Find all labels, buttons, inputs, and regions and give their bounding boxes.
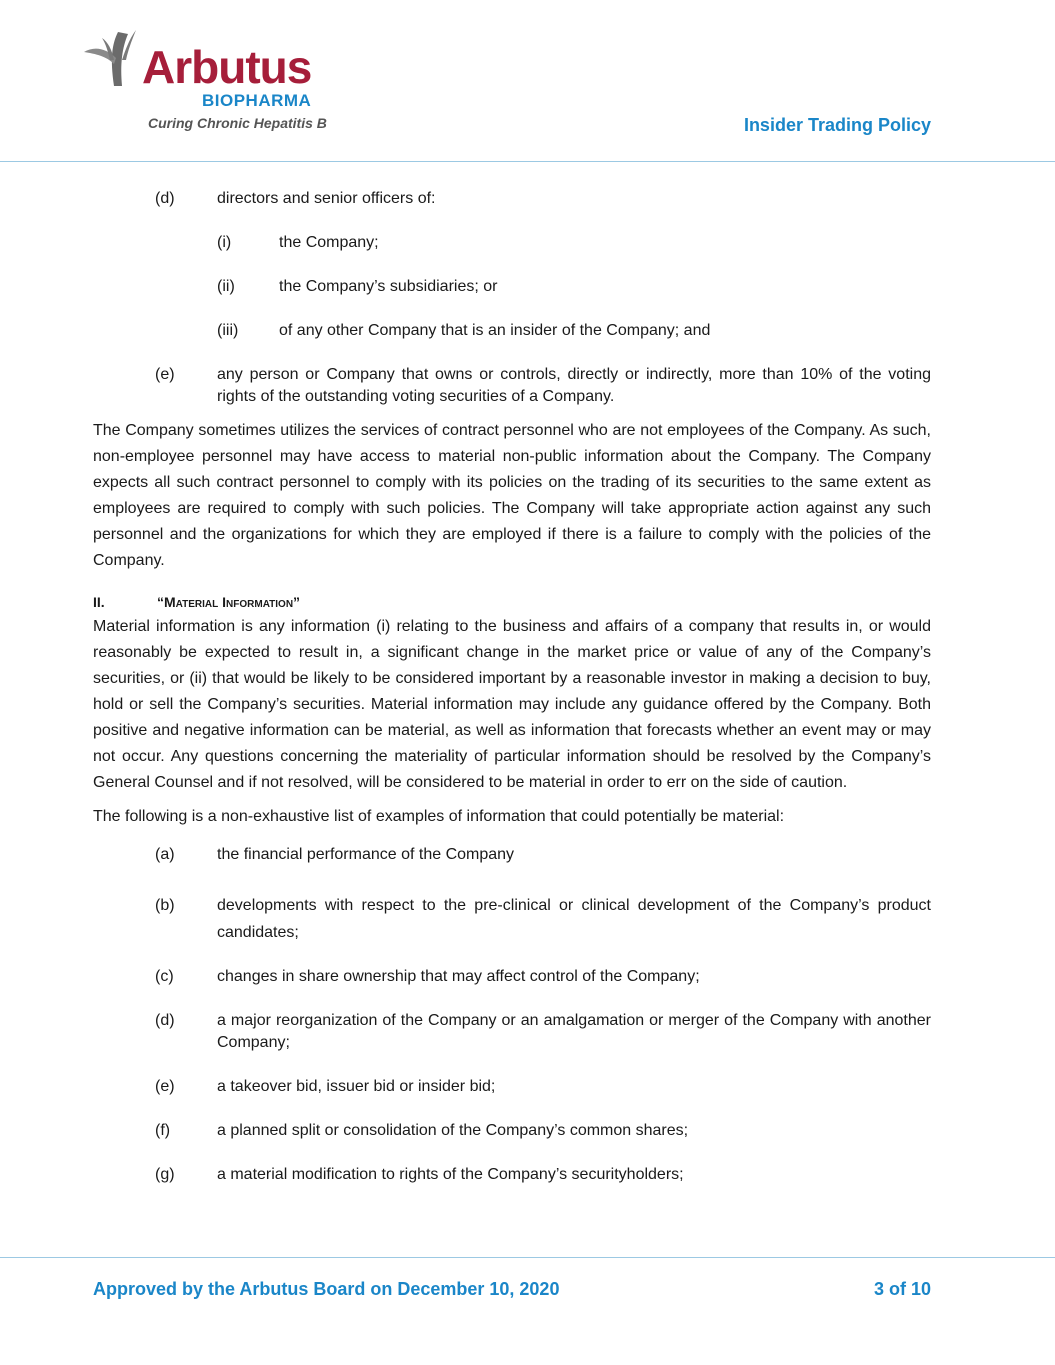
section-title: “Material Information” xyxy=(157,594,301,610)
paragraph-contract-personnel: The Company sometimes utilizes the services of contract personnel who are not employees of the Company. As such, non-employee personnel may have access to material non-public information about the Company. The Company expects all such contract personnel to comply with its policies on the trading of its securities to the same extent as employees are required to comply with such policies. The Company will take appropriate action against any such personnel and the organizations for which they are employed if there is a failure to comply with the policies of the Company. xyxy=(93,422,931,569)
footer-approval: Approved by the Arbutus Board on December 10, 2020 xyxy=(93,1279,560,1299)
list-item xyxy=(93,188,931,210)
list-item xyxy=(93,1120,931,1142)
list-text: directors and senior officers of: xyxy=(217,190,436,207)
list-text: changes in share ownership that may affect control of the Company; xyxy=(217,968,700,985)
list-item xyxy=(93,1076,931,1098)
list-item xyxy=(93,364,931,408)
list-marker: (e) xyxy=(155,1078,175,1095)
list-marker: (ii) xyxy=(217,278,235,295)
list-marker: (g) xyxy=(155,1166,175,1183)
list-marker: (d) xyxy=(155,1012,175,1029)
list-text: the Company’s subsidiaries; or xyxy=(279,278,498,295)
list-marker: (a) xyxy=(155,846,175,863)
list-marker: (e) xyxy=(155,366,175,383)
paragraph-material-information: Material information is any information (i) relating to the business and affairs of a company that results in, or would reasonably be expected to result in, a significant change in the market price or value of any of the Company’s securities, or (ii) that would be likely to be considered important by a reasonable investor in making a decision to buy, hold or sell the Company’s securities. Material information may include any guidance offered by the Company. Both positive and negative information can be material, as well as information that forecasts whether an event may or may not occur. Any questions concerning the materiality of particular information should be resolved by the Company’s General Counsel and if not resolved, will be considered to be material in order to err on the side of caution. xyxy=(93,618,931,791)
list-item xyxy=(93,966,931,988)
section-number: II. xyxy=(93,594,105,610)
list-marker: (i) xyxy=(217,234,232,251)
list-text: a material modification to rights of the Company’s securityholders; xyxy=(217,1166,684,1183)
list-item xyxy=(93,1010,931,1054)
footer-divider xyxy=(0,1257,1055,1258)
logo-brand-name: Arbutus xyxy=(142,41,312,93)
list-text: a planned split or consolidation of the Company’s common shares; xyxy=(217,1122,689,1139)
header-title: Insider Trading Policy xyxy=(743,115,931,135)
list-marker: (c) xyxy=(155,968,174,985)
list-item xyxy=(93,1164,931,1186)
tree-logo-icon xyxy=(80,24,150,94)
paragraph-list-intro: The following is a non-exhaustive list of examples of information that could potentially be material: xyxy=(93,808,785,825)
section-heading xyxy=(93,592,931,612)
header-divider xyxy=(0,161,1055,162)
page-content xyxy=(93,188,931,1186)
list-marker: (d) xyxy=(155,190,175,207)
logo-tagline: Curing Chronic Hepatitis B xyxy=(148,115,327,131)
list-marker: (b) xyxy=(155,897,175,914)
list-text: of any other Company that is an insider of the Company; and xyxy=(279,322,711,339)
list-text: the financial performance of the Company xyxy=(217,846,515,863)
list-text: a major reorganization of the Company or an amalgamation or merger of the Company with another Company; xyxy=(217,1012,931,1051)
list-item xyxy=(93,320,931,342)
logo-subtitle: BIOPHARMA xyxy=(202,91,312,110)
list-marker: (iii) xyxy=(217,322,239,339)
list-text: the Company; xyxy=(279,234,379,251)
list-item xyxy=(93,842,931,868)
list-item xyxy=(93,276,931,298)
list-marker: (f) xyxy=(155,1122,171,1139)
company-logo xyxy=(80,24,340,136)
list-text: developments with respect to the pre-clinical or clinical development of the Company’s product candidates; xyxy=(217,897,931,941)
list-item xyxy=(93,892,931,946)
list-text: any person or Company that owns or controls, directly or indirectly, more than 10% of the voting rights of the outstanding voting securities of a Company. xyxy=(217,366,931,405)
list-text: a takeover bid, issuer bid or insider bid; xyxy=(217,1078,496,1095)
footer-page-number: 3 of 10 xyxy=(873,1279,931,1299)
list-item xyxy=(93,232,931,254)
